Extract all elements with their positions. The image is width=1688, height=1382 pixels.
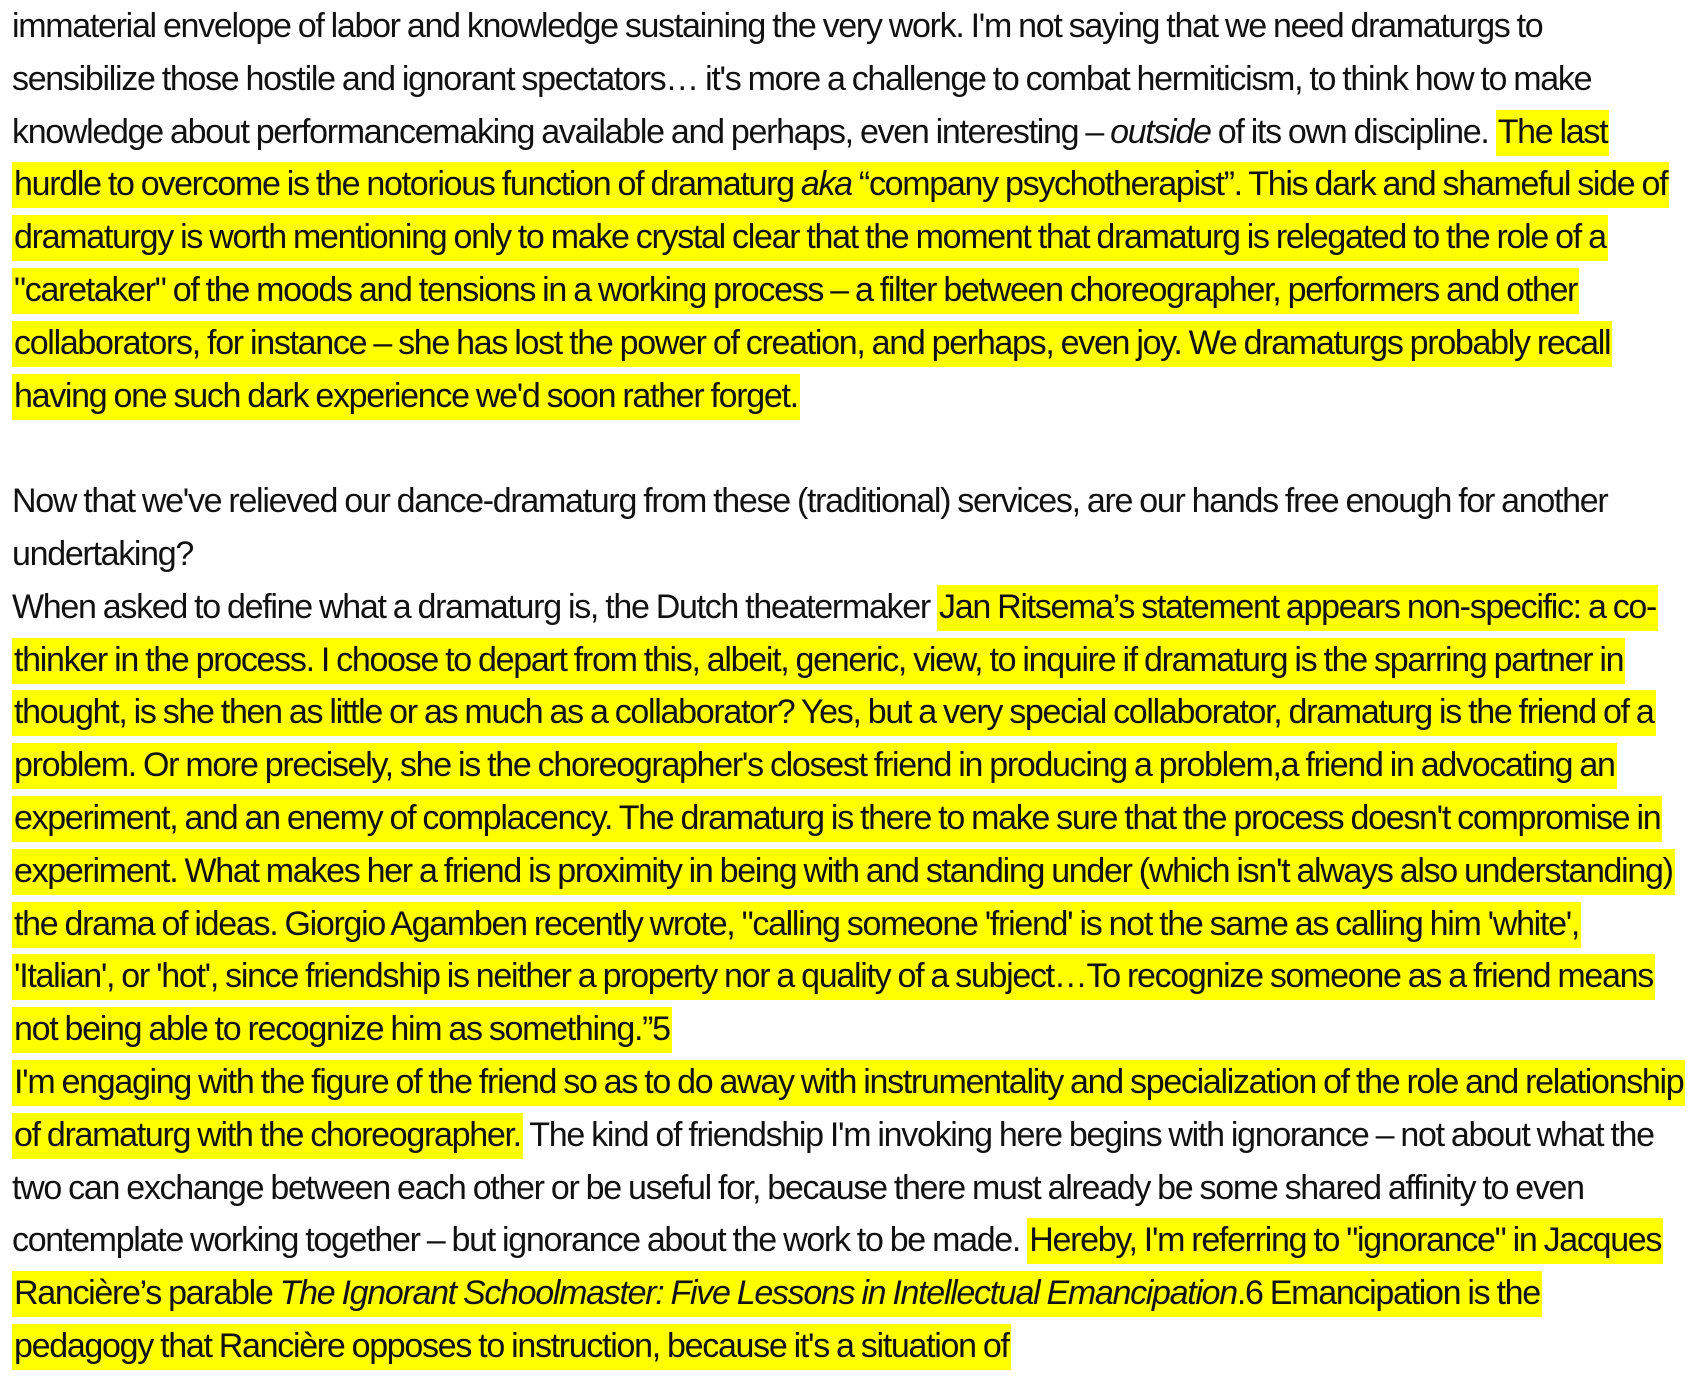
document-body [12,0,1684,1373]
text-run: of its own discipline. [1210,112,1496,151]
paragraph-3 [12,581,1684,1056]
text-run: Hereby, I'm referring to "ignorance" in Jacques Rancière’s parable [14,1221,1662,1313]
text-run: .6 Emancipation is the pedagogy that Rancière opposes to instruction, because it's a situation of [14,1274,1540,1365]
highlighted-passage [12,110,1669,420]
italic-text: outside [1110,112,1211,151]
text-run: When asked to define what a dramaturg is, the Dutch theatermaker [12,587,938,626]
italic-book-title: The Ignorant Schoolmaster: Five Lessons in Intellectual Emancipation [279,1274,1237,1313]
paragraph-4 [12,1056,1684,1373]
text-run: The kind of friendship I'm invoking here begins with ignorance – not about what the two can exchange between each other or be useful for, because there must already be some shared affinity to even contemplate working together – but ignorance about the work to be made. [12,1115,1654,1260]
text-run: Now that we've relieved our dance-dramaturg from these (traditional) services, are our hands free enough for another undertaking? [12,482,1608,573]
paragraph-2 [12,475,1684,581]
text-run: The last hurdle to overcome is the notorious function of dramaturg [14,112,1608,204]
paragraph-spacer [12,422,1684,475]
text-run: “company psychotherapist”. This dark and shameful side of dramaturgy is worth mentioning only to make crystal clear that the moment that dramaturg is relegated to the role of a "caretaker" of the moods and tensions in a working process – a filter between choreographer, performers and other collaborators, for instance – she has lost the power of creation, and perhaps, even joy. We dramaturgs probably recall having one such dark experience we'd soon rather forget. [14,165,1668,415]
highlighted-passage: Jan Ritsema’s statement appears non-specific: a co-thinker in the process. I choose to depart from this, albeit, generic, view, to inquire if dramaturg is the sparring partner in thought, is she then as little or as much as a collaborator? Yes, but a very special collaborator, dramaturg is the friend of a problem. Or more precisely, she is the choreographer's closest friend in producing a problem,a friend in advocating an experiment, and an enemy of complacency. The dramaturg is there to make sure that the process doesn't compromise in experiment. What makes her a friend is proximity in being with and standing under (which isn't always also understanding) the drama of ideas. Giorgio Agamben recently wrote, "calling someone 'friend' is not the same as calling him 'white', 'Italian', or 'hot', since friendship is neither a property nor a quality of a subject…To recognize someone as a friend means not being able to recognize him as something.”5 [12,585,1675,1053]
italic-text: aka [800,165,852,204]
paragraph-1 [12,0,1684,422]
highlighted-passage: I'm engaging with the figure of the friend so as to do away with instrumentality and specialization of the role and relationship of dramaturg with the choreographer. [12,1060,1685,1159]
text-run: immaterial envelope of labor and knowledge sustaining the very work. I'm not saying that we need dramaturgs to sensibilize those hostile and ignorant spectators… it's more a challenge to combat hermiticism, to think how to make knowledge about performancemaking available and perhaps, even interesting – [12,7,1592,151]
